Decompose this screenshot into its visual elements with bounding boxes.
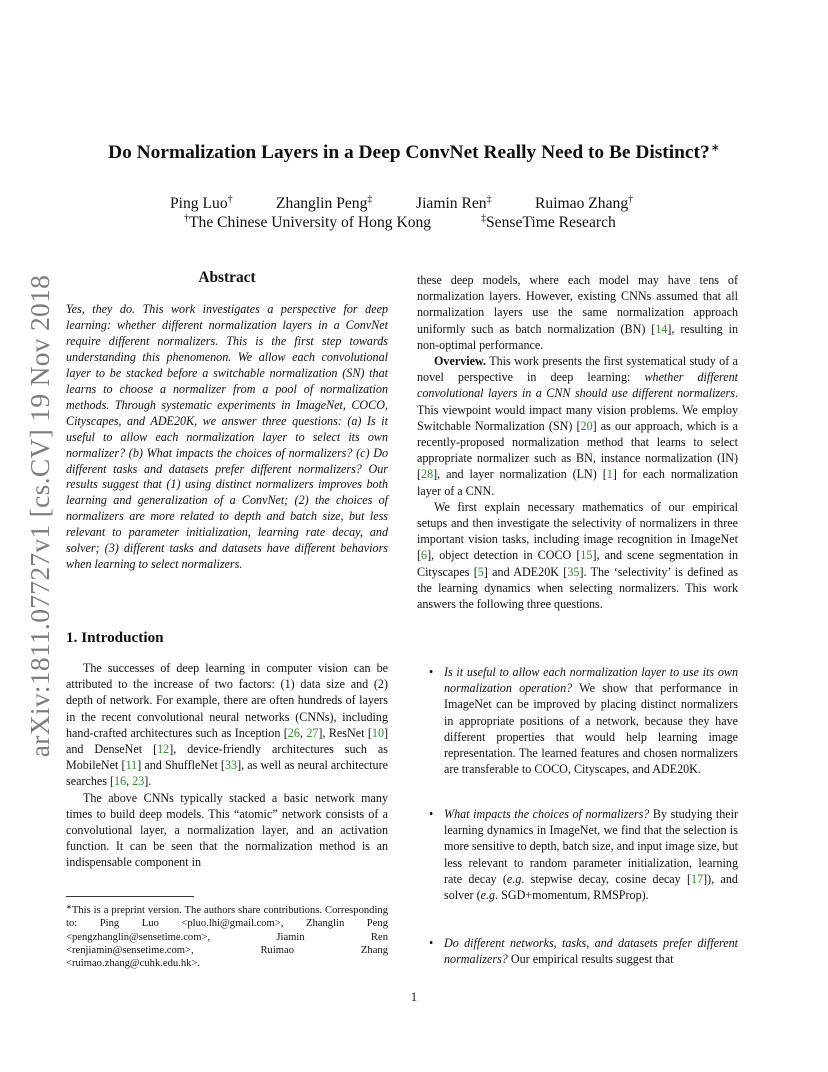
text-run: ] for each normalization layer of a CNN. bbox=[417, 467, 739, 498]
right-column-body bbox=[417, 272, 738, 612]
text-run: ]. bbox=[144, 774, 152, 789]
author-1 bbox=[170, 194, 233, 213]
affiliation-mark: ‡ bbox=[481, 213, 486, 224]
emphasis-text: whether different convolutional layers in a CNN should use different normalizers bbox=[417, 370, 738, 401]
text-run: We first explain necessary mathematics of our empirical setups and then investigate the selectivity of normalizers in three important vision tasks, including image recognition in ImageNet [ bbox=[417, 499, 738, 563]
citation-link[interactable]: 33 bbox=[224, 758, 238, 773]
text-run: ] and ADE20K [ bbox=[483, 564, 568, 579]
citation-link[interactable]: 6 bbox=[421, 548, 428, 563]
affiliation-2 bbox=[481, 213, 616, 232]
question-text: Is it useful to allow each normalization layer to use its own normalization operation? bbox=[444, 665, 738, 696]
left-column-body bbox=[66, 660, 388, 871]
footnote-mark: ∗ bbox=[66, 903, 72, 911]
bullet-icon: • bbox=[429, 807, 434, 821]
author-name: Ping Luo bbox=[170, 195, 228, 212]
text-run: ], as well as neural architecture searches [ bbox=[66, 758, 388, 789]
question-text: What impacts the choices of normalizers? bbox=[444, 807, 650, 821]
author-mark: ‡ bbox=[367, 194, 373, 205]
question-list-2 bbox=[417, 806, 738, 903]
footnote: ∗This is a preprint version. The authors share contributions. Corresponding to: Ping Luo <pluo.lhi@gmail.com>, Zhanglin Peng <pengzhanglin@sensetime.com>, Jiamin Ren <renjiamin@sensetime.com>, Ruimao Zhang <ruimao.zhang@cuhk.edu.hk>. bbox=[66, 903, 388, 970]
author-name: Ruimao Zhang bbox=[535, 195, 629, 212]
affiliation-1 bbox=[184, 213, 431, 232]
text-run: , bbox=[126, 774, 133, 789]
bullet-icon: • bbox=[429, 665, 434, 679]
author-mark: † bbox=[628, 194, 634, 205]
citation-link[interactable]: 16 bbox=[114, 774, 127, 789]
text-run: ], and layer normalization (LN) [ bbox=[433, 467, 607, 482]
citation-link[interactable]: 17 bbox=[691, 871, 704, 886]
emphasis-text: e.g bbox=[506, 871, 522, 886]
abstract-heading: Abstract bbox=[198, 269, 256, 286]
text-run: This work presents the first systematical study of a novel perspective in deep learning: bbox=[417, 354, 738, 385]
overview-paragraph bbox=[417, 353, 738, 499]
citation-link[interactable]: 28 bbox=[421, 467, 434, 482]
citation-link[interactable]: 23 bbox=[132, 774, 145, 789]
question-text: Do different networks, tasks, and datasets prefer different normalizers? bbox=[444, 936, 738, 967]
text-run: ], and scene segmentation in Cityscapes [ bbox=[417, 548, 738, 579]
right-paragraph-1 bbox=[417, 272, 738, 353]
abstract-text: Yes, they do. This work investigates a perspective for deep learning: whether different normalization layers in a ConvNet require different normalizers. This is the first step towards understanding this phenomenon. We allow each convolutional layer to be stacked before a switchable normalization (SN) that learns to choose a normalizer from a pool of normalization methods. Through systematic experiments in ImageNet, COCO, Cityscapes, and ADE20K, we answer three questions: (a) Is it useful to allow each normalization layer to select its own normalizer? (b) What impacts the choices of normalizers? (c) Do different tasks and datasets prefer different normalizers? Our results suggest that (1) using distinct normalizers improves both learning and generalization of a ConvNet; (2) the choices of normalizers are more related to depth and batch size, but less relevant to parameter initialization, learning rate decay, and solver; (3) different tasks and datasets have different behaviors when learning to select normalizers. bbox=[66, 302, 388, 572]
answer-text: ]), and solver ( bbox=[444, 871, 738, 903]
answer-text: By studying their learning dynamics in ImageNet, we find that the selection is more sensitive to depth, batch size, and input image size, but less relevant to random parameter initialization, learning rate decay ( bbox=[444, 807, 738, 886]
answer-text: . SGD+momentum, RMSProp). bbox=[495, 888, 649, 903]
text-run: ] and ShuffleNet [ bbox=[137, 758, 225, 773]
author-mark: † bbox=[227, 194, 233, 205]
text-run: ] and DenseNet [ bbox=[66, 725, 389, 757]
section-heading-introduction: 1. Introduction bbox=[66, 629, 164, 646]
overview-lead: Overview. bbox=[434, 354, 487, 369]
author-3 bbox=[416, 194, 492, 213]
affiliation-list bbox=[0, 213, 828, 235]
question-list-1 bbox=[417, 664, 738, 777]
text-run: ], device-friendly architectures such as MobileNet [ bbox=[66, 742, 388, 773]
citation-link[interactable]: 10 bbox=[371, 725, 384, 740]
citation-link[interactable]: 14 bbox=[655, 321, 668, 336]
question-bullet-2 bbox=[417, 806, 738, 903]
footnote-divider bbox=[66, 896, 194, 897]
citation-link[interactable]: 26 bbox=[287, 725, 300, 740]
intro-paragraph-2: The above CNNs typically stacked a basic network many times to build deep models. This “atomic” network consists of a convolutional layer, a normalization layer, and an activation function. It can be seen that the normalization method is an indispensable component in bbox=[66, 790, 388, 870]
text-run: The successes of deep learning in computer vision can be attributed to the increase of two factors: (1) data size and (2) depth of network. For example, there are often hundreds of layers in the recent convolutional neural networks (CNNs), including hand-crafted architectures such as Inception [ bbox=[66, 661, 388, 740]
text-run: ], object detection in COCO [ bbox=[427, 548, 581, 563]
paper-title bbox=[0, 141, 828, 164]
setup-paragraph bbox=[417, 499, 738, 612]
text-run: , bbox=[299, 725, 307, 740]
intro-paragraph-1 bbox=[66, 660, 388, 790]
title-footnote-mark: ∗ bbox=[710, 142, 720, 154]
citation-link[interactable]: 12 bbox=[157, 742, 170, 757]
answer-text: Our empirical results suggest that bbox=[507, 952, 674, 967]
question-bullet-3 bbox=[417, 935, 738, 967]
author-mark: ‡ bbox=[486, 194, 492, 205]
affiliation-name: SenseTime Research bbox=[486, 214, 616, 231]
question-list-3 bbox=[417, 935, 738, 967]
arxiv-stamp-text: arXiv:1811.07727v1 [cs.CV] 19 Nov 2018 bbox=[24, 274, 55, 758]
text-run: ], ResNet [ bbox=[318, 725, 372, 740]
emphasis-text: e.g bbox=[480, 888, 496, 903]
citation-link[interactable]: 27 bbox=[306, 725, 319, 740]
citation-link[interactable]: 1 bbox=[606, 467, 613, 482]
text-run: ]. The ‘selectivity’ is defined as the learning dynamics when selecting normalizers. This work answers the following three questions. bbox=[417, 564, 738, 612]
author-name: Jiamin Ren bbox=[416, 195, 487, 212]
citation-link[interactable]: 15 bbox=[580, 548, 593, 563]
answer-text: . stepwise decay, cosine decay [ bbox=[521, 871, 692, 886]
citation-link[interactable]: 35 bbox=[567, 564, 580, 579]
citation-link[interactable]: 20 bbox=[580, 418, 593, 433]
text-run: ], resulting in non-optimal performance. bbox=[417, 321, 739, 352]
author-2 bbox=[276, 194, 372, 213]
author-4 bbox=[535, 194, 633, 213]
affiliation-mark: † bbox=[184, 213, 189, 224]
bullet-icon: • bbox=[429, 936, 434, 950]
answer-text: We show that performance in ImageNet can be improved by placing distinct normalizers in appropriate positions of a network, because they have different properties that would help learning image representation. The learned features and chosen normalizers are transferable to COCO, Cityscapes, and ADE20K. bbox=[444, 681, 739, 777]
text-run: ] as our approach, which is a recently-proposed normalization method that learns to select appropriate normalizer such as BN, instance normalization (IN) [ bbox=[417, 418, 739, 482]
citation-link[interactable]: 5 bbox=[477, 564, 484, 579]
text-run: . This viewpoint would impact many vision problems. We employ Switchable Normalization (SN) [ bbox=[417, 386, 738, 433]
question-bullet-1 bbox=[417, 664, 738, 777]
affiliation-name: The Chinese University of Hong Kong bbox=[189, 214, 432, 231]
page-number: 1 bbox=[410, 990, 418, 1004]
paper-title-text: Do Normalization Layers in a Deep ConvNet Really Need to Be Distinct? bbox=[108, 142, 710, 163]
text-run: these deep models, where each model may have tens of normalization layers. However, existing CNNs assumed that all normalization layers use the same normalization approach uniformly such as batch normalization (BN) [ bbox=[417, 273, 738, 336]
author-name: Zhanglin Peng bbox=[276, 195, 368, 212]
citation-link[interactable]: 11 bbox=[125, 758, 138, 773]
